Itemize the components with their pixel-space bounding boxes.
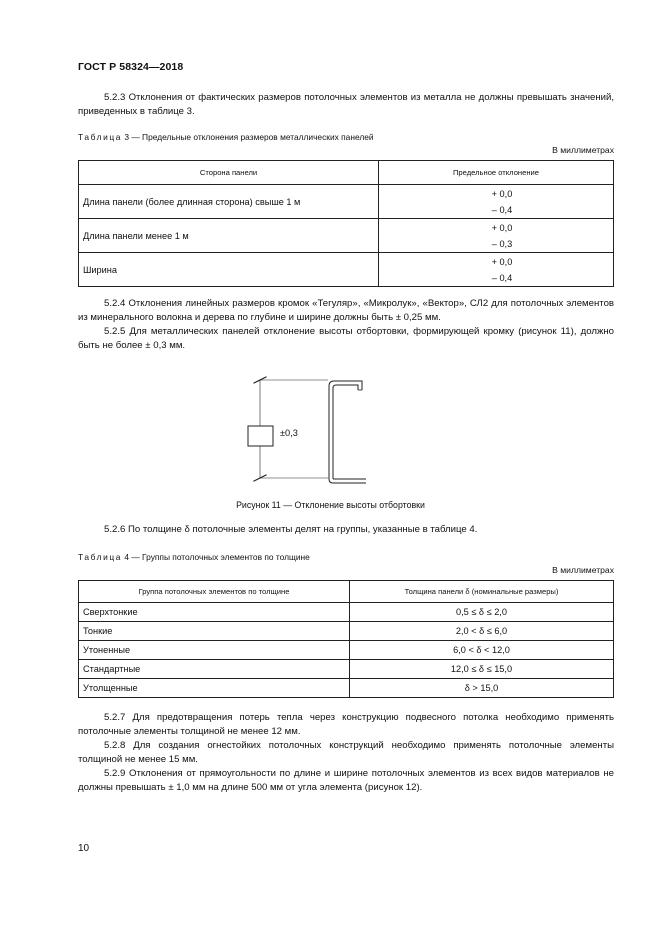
cell-side: Ширина [79,253,379,287]
table-3-label: Таблица [78,132,123,142]
table-4-caption [78,552,310,562]
table-row [79,219,614,253]
cell-thickness-range: 12,0 ≤ δ ≤ 15,0 [350,660,614,679]
column-header-deviation: Предельное отклонение [379,161,614,185]
table-3-caption [78,132,374,142]
table-row [79,679,614,698]
deviation-minus: – 0,4 [491,272,513,283]
cell-group: Утоненные [79,641,350,660]
deviation-minus: – 0,4 [491,204,513,215]
deviation-plus: + 0,0 [491,256,513,267]
table-row [79,253,614,287]
table-4-label: Таблица [78,552,123,562]
cell-thickness-range: δ > 15,0 [350,679,614,698]
cell-deviation [379,219,614,253]
paragraph-5-2-5: 5.2.5 Для металлических панелей отклонение высоты отбортовки, формирующей кромку (рисунок 11), должно быть не более ± 0,3 мм. [78,326,614,351]
table-row [79,622,614,641]
cell-group: Утолщенные [79,679,350,698]
column-header-thickness: Толщина панели δ (номинальные размеры) [350,581,614,603]
column-header-side: Сторона панели [79,161,379,185]
cell-thickness-range: 2,0 < δ ≤ 6,0 [350,622,614,641]
deviation-plus: + 0,0 [491,188,513,199]
table-4-title: 4 — Группы потолочных элементов по толщине [122,552,310,562]
table-3-units: В миллиметрах [552,145,614,155]
figure-11-drawing [236,376,366,488]
cell-deviation [379,253,614,287]
table-header-row [79,581,614,603]
document-header: ГОСТ Р 58324—2018 [78,61,184,73]
tolerance-box [248,426,273,446]
table-3 [78,160,614,287]
cell-group: Стандартные [79,660,350,679]
paragraph-5-2-9: 5.2.9 Отклонения от прямоугольности по длине и ширине потолочных элементов из всех видов материалов не должны превышать ± 1,0 мм на длине 500 мм от угла элемента (рисунок 12). [78,768,614,793]
table-header-row [79,161,614,185]
table-row [79,185,614,219]
cell-side: Длина панели менее 1 м [79,219,379,253]
panel-profile [329,381,366,483]
column-header-group: Группа потолочных элементов по толщине [79,581,350,603]
table-row [79,641,614,660]
cell-side: Длина панели (более длинная сторона) свыше 1 м [79,185,379,219]
paragraph-5-2-8: 5.2.8 Для создания огнестойких потолочных конструкций необходимо применять потолочные элементы толщиной не менее 15 мм. [78,740,614,765]
deviation-minus: – 0,3 [491,238,513,249]
table-3-title: 3 — Предельные отклонения размеров металлических панелей [122,132,374,142]
figure-11-tolerance-label: ±0,3 [280,428,298,438]
cell-thickness-range: 6,0 < δ < 12,0 [350,641,614,660]
cell-thickness-range: 0,5 ≤ δ ≤ 2,0 [350,603,614,622]
cell-deviation [379,185,614,219]
paragraph-5-2-7: 5.2.7 Для предотвращения потерь тепла через конструкцию подвесного потолка необходимо применять потолочные элементы толщиной не менее 12 мм. [78,712,614,737]
table-row [79,603,614,622]
cell-group: Тонкие [79,622,350,641]
table-row [79,660,614,679]
table-4-units: В миллиметрах [552,565,614,575]
page-number: 10 [78,843,90,854]
cell-group: Сверхтонкие [79,603,350,622]
deviation-plus: + 0,0 [491,222,513,233]
table-4 [78,580,614,698]
paragraph-5-2-3: 5.2.3 Отклонения от фактических размеров потолочных элементов из металла не должны превышать значений, приведенных в таблице 3. [78,92,614,117]
paragraph-5-2-6: 5.2.6 По толщине δ потолочные элементы делят на группы, указанные в таблице 4. [104,524,478,535]
figure-11-caption: Рисунок 11 — Отклонение высоты отбортовки [236,500,425,510]
paragraph-5-2-4: 5.2.4 Отклонения линейных размеров кромок «Тегуляр», «Микролук», «Вектор», СЛ2 для потолочных элементов из минерального волокна и дерева по глубине и ширине должны быть ± 0,25 мм. [78,298,614,323]
